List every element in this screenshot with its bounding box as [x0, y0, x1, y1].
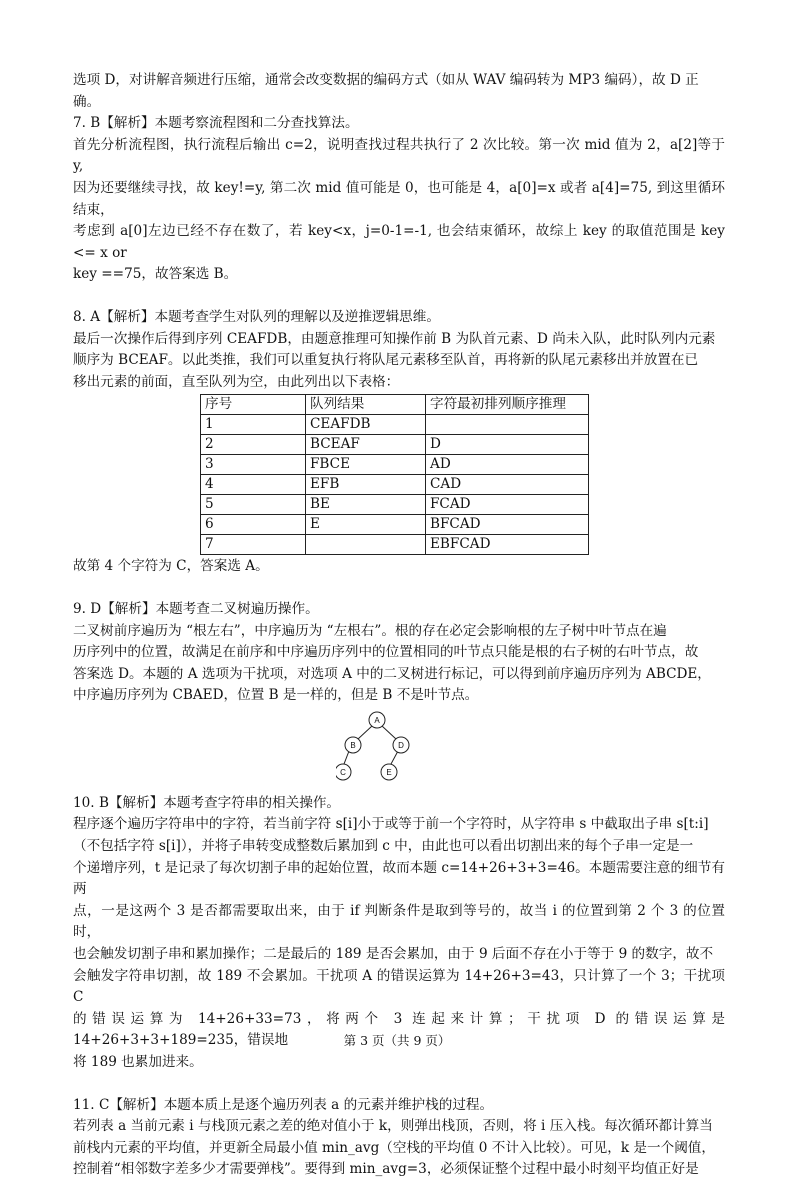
- table-row: [201, 495, 589, 515]
- text-line: 历序列中的位置，故满足在前序和中序遍历序列中的位置相同的叶节点只能是根的右子树的右叶节点，故: [73, 644, 699, 661]
- table-cell: BCEAF: [306, 435, 426, 455]
- table-cell: [426, 415, 589, 435]
- table-cell: AD: [426, 455, 589, 475]
- binary-tree-diagram: [336, 711, 426, 787]
- table-cell: FCAD: [426, 495, 589, 515]
- table-row: [201, 515, 589, 535]
- text-line: 的错误运算为 14+26+33=73，将两个 3 连起来计算；干扰项 D 的错误运算是 14+26+3+3+189=235，错误地: [73, 1010, 730, 1049]
- table-header-cell: 字符最初排列顺序推理: [426, 395, 589, 415]
- text-line: 因为还要继续寻找，故 key!=y, 第二次 mid 值可能是 0，也可能是 4，a[0]=x 或者 a[4]=75, 到这里循环结束，: [73, 179, 725, 218]
- table-cell: 7: [201, 535, 306, 555]
- answer-11: [73, 1095, 725, 1181]
- text-line: 将 189 也累加进来。: [73, 1054, 203, 1070]
- table-cell: EFB: [306, 475, 426, 495]
- table-cell: BFCAD: [426, 515, 589, 535]
- tree-node-label: E: [386, 767, 392, 777]
- text-line: 首先分析流程图，执行流程后输出 c=2，说明查找过程共执行了 2 次比较。第一次 mid 值为 2，a[2]等于 y,: [73, 136, 730, 175]
- answer-heading: 11. C【解析】本题本质上是逐个遍历列表 a 的元素并维护栈的过程。: [73, 1096, 494, 1113]
- table-cell: 1: [201, 415, 306, 435]
- text-line: 移出元素的前面，直至队列为空，由此列出以下表格：: [73, 373, 400, 390]
- table-row: [201, 455, 589, 475]
- answer-heading: 9. D【解析】本题考查二叉树遍历操作。: [73, 600, 319, 617]
- text-line: 前栈内元素的平均值，并更新全局最小值 min_avg（空栈的平均值 0 不计入比较）。可见，k 是一个阈值，: [73, 1139, 715, 1156]
- text-line: 顺序为 BCEAF。以此类推，我们可以重复执行将队尾元素移至队首，再将新的队尾元素移出并放置在已: [73, 352, 699, 369]
- tree-node-label: A: [374, 715, 380, 725]
- table-row: [201, 475, 589, 495]
- text-line: 若列表 a 当前元素 i 与栈顶元素之差的绝对值小于 k，则弹出栈顶，否则，将 i 压入栈。每次循环都计算当: [73, 1118, 713, 1135]
- answer-heading: 10. B【解析】本题考查字符串的相关操作。: [73, 794, 341, 811]
- text-line: 中序遍历序列为 CBAED，位置 B 是一样的，但是 B 不是叶节点。: [73, 687, 479, 704]
- table-cell: 6: [201, 515, 306, 535]
- tree-edge: [358, 726, 372, 739]
- text-line: 故第 4 个字符为 C，答案选 A。: [73, 558, 269, 575]
- table-cell: EBFCAD: [426, 535, 589, 555]
- text-line: 个递增序列，t 是记录了每次切割子串的起始位置，故而本题 c=14+26+3+3=46。本题需要注意的细节有两: [73, 859, 725, 898]
- text-line: 控制着“相邻数字差多少才需要弹栈”。要得到 min_avg=3，必须保证整个过程中最小时刻平均值正好是: [73, 1161, 699, 1178]
- text-line: 最后一次操作后得到序列 CEAFDB，由题意推理可知操作前 B 为队首元素、D 尚未入队，此时队列内元素: [73, 330, 716, 347]
- table-cell: CEAFDB: [306, 415, 426, 435]
- queue-table: [200, 394, 589, 555]
- tree-node-label: C: [340, 767, 346, 777]
- text-line: key ==75，故答案选 B。: [73, 266, 238, 283]
- table-header-cell: 序号: [201, 395, 306, 415]
- table-cell: 5: [201, 495, 306, 515]
- text-line: （不包括字符 s[i]），并将子串转变成整数后累加到 c 中，由此也可以看出切割出来的每个子串一定是一: [73, 838, 694, 855]
- answer-heading: 8. A【解析】本题考查学生对队列的理解以及逆推逻辑思维。: [73, 308, 440, 325]
- text-line: 会触发字符串切割，故 189 不会累加。干扰项 A 的错误运算为 14+26+3=43，只计算了一个 3；干扰项 C: [73, 967, 730, 1006]
- table-row: [201, 535, 589, 555]
- tree-edge: [391, 751, 398, 764]
- answer-8: [73, 307, 725, 578]
- answer-9: [73, 599, 725, 787]
- text-line: 确。: [73, 93, 101, 110]
- page-footer: 第 3 页（共 9 页）: [343, 1033, 451, 1048]
- tree-node-label: B: [350, 740, 356, 750]
- tree-edge: [382, 726, 396, 739]
- text-line: 点，一是这两个 3 是否都需要取出来，由于 if 判断条件是取到等号的，故当 i 的位置到第 2 个 3 的位置时，: [73, 902, 725, 941]
- table-cell: [306, 535, 426, 555]
- text-line: 选项 D，对讲解音频进行压缩，通常会改变数据的编码方式（如从 WAV 编码转为 MP3 编码），故 D 正: [73, 72, 699, 88]
- table-cell: 2: [201, 435, 306, 455]
- table-cell: D: [426, 435, 589, 455]
- table-cell: 3: [201, 455, 306, 475]
- option-d-continuation: [73, 70, 725, 113]
- page-content: [73, 70, 730, 1181]
- text-line: 程序逐个遍历字符串中的字符，若当前字符 s[i]小于或等于前一个字符时，从字符串 s 中截取出子串 s[t:i]: [73, 816, 709, 833]
- answer-7: [73, 113, 730, 286]
- tree-node-label: D: [398, 740, 404, 750]
- text-line: 也会触发切割子串和累加操作；二是最后的 189 是否会累加，由于 9 后面不存在小于等于 9 的数字，故不: [73, 946, 714, 963]
- table-cell: CAD: [426, 475, 589, 495]
- table-header-row: [201, 395, 589, 415]
- table-cell: E: [306, 515, 426, 535]
- answer-heading: 7. B【解析】本题考察流程图和二分查找算法。: [73, 115, 359, 132]
- text-line: 考虑到 a[0]左边已经不存在数了，若 key<x，j=0-1=-1, 也会结束循环，故综上 key 的取值范围是 key <= x or: [73, 223, 730, 261]
- table-row: [201, 435, 589, 455]
- table-header-cell: 队列结果: [306, 395, 426, 415]
- text-line: 答案选 D。本题的 A 选项为干扰项，对选项 A 中的二叉树进行标记，可以得到前序遍历序列为 ABCDE，: [73, 665, 711, 682]
- text-line: 二叉树前序遍历为 “根左右”，中序遍历为 “左根右”。根的存在必定会影响根的左子树中叶节点在遍: [73, 622, 667, 639]
- table-row: [201, 415, 589, 435]
- tree-edge: [344, 751, 349, 764]
- table-cell: 4: [201, 475, 306, 495]
- table-cell: FBCE: [306, 455, 426, 475]
- table-cell: BE: [306, 495, 426, 515]
